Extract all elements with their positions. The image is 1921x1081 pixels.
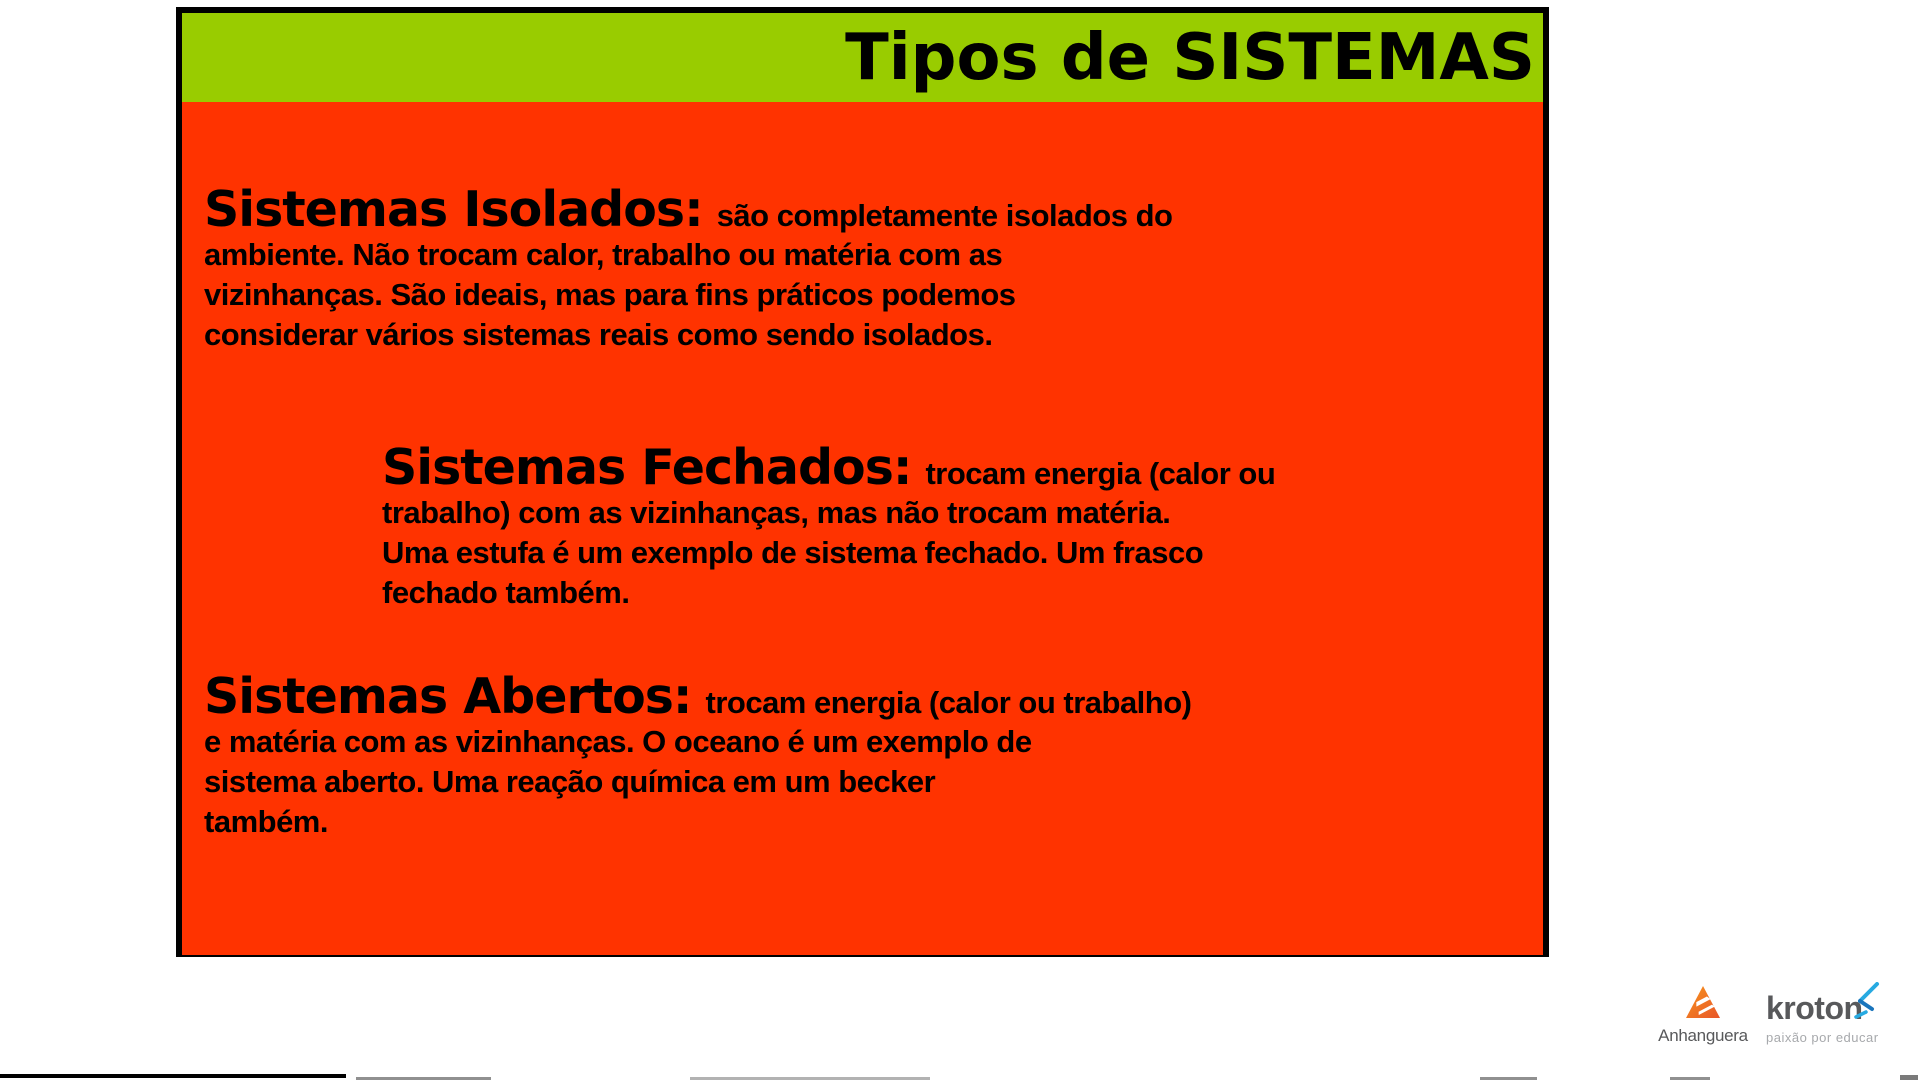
text-line: também. (204, 804, 328, 839)
clipped-divider-line (0, 1074, 346, 1078)
text-line: trabalho) com as vizinhanças, mas não trocam matéria. (382, 495, 1171, 530)
text-line: e matéria com as vizinhanças. O oceano é um exemplo de (204, 724, 1032, 759)
text-line: sistema aberto. Uma reação química em um becker (204, 764, 936, 799)
presentation-slide (176, 7, 1549, 957)
text-line (204, 181, 1173, 238)
clipped-text-fragment (1900, 1075, 1918, 1080)
kroton-tagline: paixão por educar (1766, 1030, 1879, 1045)
text-line (204, 668, 1192, 725)
clipped-text-fragment (1670, 1077, 1710, 1080)
text-line: trocam energia (calor ou (925, 456, 1276, 491)
text-line: Uma estufa é um exemplo de sistema fechado. Um frasco (382, 535, 1204, 570)
paragraph-sistemas-isolados (204, 181, 1173, 355)
text-line: são completamente isolados do (716, 198, 1173, 233)
text-line: vizinhanças. São ideais, mas para fins práticos podemos (204, 277, 1016, 312)
clipped-text-fragment (1480, 1077, 1537, 1080)
kroton-label: kroton (1766, 990, 1863, 1026)
text-line: fechado também. (382, 575, 630, 610)
kroton-logo (1766, 984, 1896, 1045)
slide-title: Tipos de SISTEMAS (845, 20, 1535, 95)
text-line: ambiente. Não trocam calor, trabalho ou matéria com as (204, 237, 1003, 272)
clipped-text-fragment (356, 1077, 491, 1080)
heading-sistemas-abertos: Sistemas Abertos: (204, 668, 692, 725)
kroton-k-icon (1850, 982, 1880, 1025)
slide-title-bar (182, 13, 1543, 102)
paragraph-sistemas-abertos (204, 668, 1192, 842)
text-line: considerar vários sistemas reais como sendo isolados. (204, 317, 993, 352)
anhanguera-triangle-icon (1685, 985, 1721, 1024)
anhanguera-label: Anhanguera (1658, 1026, 1748, 1045)
paragraph-sistemas-fechados (382, 439, 1276, 613)
heading-sistemas-isolados: Sistemas Isolados: (204, 181, 703, 238)
clipped-text-fragment (690, 1077, 930, 1080)
slide-body (182, 102, 1543, 955)
text-line: trocam energia (calor ou trabalho) (705, 685, 1192, 720)
anhanguera-logo (1648, 985, 1758, 1046)
heading-sistemas-fechados: Sistemas Fechados: (382, 439, 912, 496)
text-line (382, 439, 1276, 496)
